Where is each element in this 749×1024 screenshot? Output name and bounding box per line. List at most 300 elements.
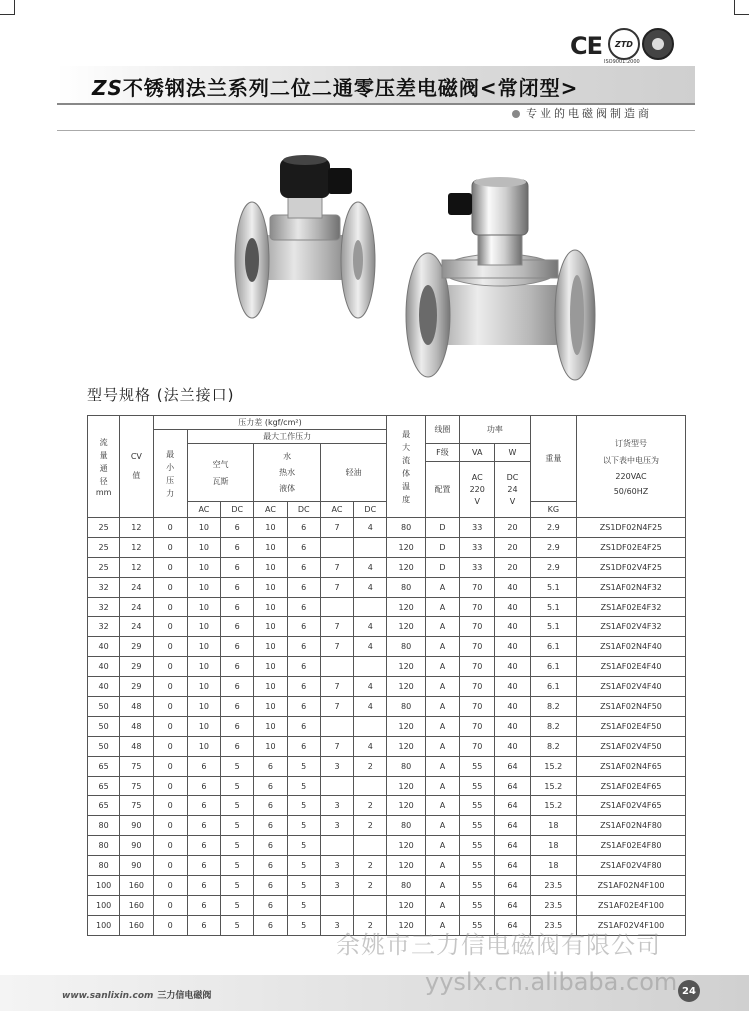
- table-cell: A: [425, 816, 459, 836]
- table-cell: 3: [320, 756, 353, 776]
- table-cell: A: [425, 756, 459, 776]
- table-cell: 3: [320, 915, 353, 935]
- table-row: [88, 756, 686, 776]
- table-cell: 5: [287, 856, 320, 876]
- footer: [62, 988, 211, 1001]
- table-cell: 6: [287, 677, 320, 697]
- table-cell: 0: [153, 657, 187, 677]
- table-row: [88, 537, 686, 557]
- table-cell: ZS1AF02V4F80: [577, 856, 686, 876]
- table-cell: 90: [120, 816, 153, 836]
- table-cell: 5: [221, 876, 254, 896]
- table-cell: A: [425, 856, 459, 876]
- table-cell: 10: [187, 577, 220, 597]
- table-cell: 64: [495, 796, 530, 816]
- table-cell: 6: [287, 697, 320, 717]
- table-cell: 40: [495, 677, 530, 697]
- table-cell: [320, 657, 353, 677]
- table-cell: A: [425, 915, 459, 935]
- table-cell: [320, 597, 353, 617]
- table-cell: 29: [120, 657, 153, 677]
- table-cell: 10: [187, 617, 220, 637]
- iso-cert-label: ISO9001:2000: [604, 59, 640, 65]
- table-cell: 6: [187, 895, 220, 915]
- table-cell: 65: [88, 796, 120, 816]
- table-cell: 2: [354, 796, 387, 816]
- table-cell: 80: [387, 697, 425, 717]
- table-cell: 0: [153, 597, 187, 617]
- title-text: 不锈钢法兰系列二位二通零压差电磁阀<常闭型>: [122, 76, 579, 100]
- quality-seal-icon: [642, 28, 674, 60]
- table-cell: 10: [254, 677, 287, 697]
- header-oil-ac: AC: [320, 502, 353, 518]
- table-cell: 64: [495, 776, 530, 796]
- table-cell: 5: [221, 915, 254, 935]
- table-cell: ZS1AF02E4F65: [577, 776, 686, 796]
- table-cell: [320, 716, 353, 736]
- table-cell: 10: [254, 577, 287, 597]
- table-cell: 50: [88, 716, 120, 736]
- header-max-working-pressure: 最大工作压力: [187, 430, 387, 444]
- table-cell: 90: [120, 856, 153, 876]
- table-cell: ZS1AF02E4F40: [577, 657, 686, 677]
- table-cell: 6: [287, 597, 320, 617]
- table-cell: 70: [460, 677, 495, 697]
- title-prefix: ZS: [92, 76, 123, 100]
- table-cell: 65: [88, 756, 120, 776]
- table-cell: 6: [221, 537, 254, 557]
- table-cell: 5: [221, 796, 254, 816]
- spec-table: [87, 415, 686, 936]
- table-cell: 70: [460, 617, 495, 637]
- table-row: [88, 836, 686, 856]
- table-cell: 10: [187, 597, 220, 617]
- table-cell: 0: [153, 697, 187, 717]
- header-flow-diameter: 流量通径 mm: [88, 416, 120, 518]
- table-cell: ZS1AF02V4F32: [577, 617, 686, 637]
- table-cell: 20: [495, 537, 530, 557]
- table-cell: 0: [153, 637, 187, 657]
- table-cell: [354, 537, 387, 557]
- table-row: [88, 876, 686, 896]
- table-cell: 7: [320, 557, 353, 577]
- table-cell: 23.5: [530, 895, 576, 915]
- table-cell: 10: [187, 736, 220, 756]
- table-row: [88, 816, 686, 836]
- table-cell: 120: [387, 657, 425, 677]
- table-cell: 5.1: [530, 597, 576, 617]
- table-cell: 5.1: [530, 577, 576, 597]
- table-cell: 5: [221, 776, 254, 796]
- table-cell: 0: [153, 617, 187, 637]
- footer-brand: 三力信电磁阀: [157, 991, 212, 1001]
- crop-mark-top-right: [734, 0, 749, 15]
- table-cell: ZS1AF02E4F32: [577, 597, 686, 617]
- header-air: 空气 瓦斯: [187, 444, 254, 502]
- table-cell: 3: [320, 876, 353, 896]
- table-cell: 0: [153, 756, 187, 776]
- tagline-text: 专业的电磁阀制造商: [526, 107, 652, 120]
- table-cell: 40: [495, 736, 530, 756]
- table-cell: 0: [153, 736, 187, 756]
- table-cell: 50: [88, 697, 120, 717]
- table-row: [88, 716, 686, 736]
- table-cell: 48: [120, 697, 153, 717]
- table-cell: ZS1AF02E4F50: [577, 716, 686, 736]
- table-cell: 70: [460, 657, 495, 677]
- table-cell: 8.2: [530, 736, 576, 756]
- table-cell: [354, 836, 387, 856]
- table-cell: A: [425, 577, 459, 597]
- table-cell: 120: [387, 856, 425, 876]
- table-cell: 6: [187, 915, 220, 935]
- table-cell: 5: [221, 816, 254, 836]
- table-cell: 5: [287, 756, 320, 776]
- table-cell: 10: [187, 716, 220, 736]
- table-cell: 6: [187, 876, 220, 896]
- table-cell: 15.2: [530, 776, 576, 796]
- table-row: [88, 637, 686, 657]
- table-row: [88, 856, 686, 876]
- table-cell: 90: [120, 836, 153, 856]
- table-cell: A: [425, 716, 459, 736]
- table-cell: 33: [460, 518, 495, 538]
- table-cell: 7: [320, 736, 353, 756]
- table-cell: 4: [354, 697, 387, 717]
- table-cell: 2: [354, 915, 387, 935]
- divider-line: [57, 130, 695, 131]
- table-cell: 15.2: [530, 796, 576, 816]
- table-cell: 10: [254, 697, 287, 717]
- table-cell: 6: [221, 677, 254, 697]
- table-cell: 40: [495, 617, 530, 637]
- table-row: [88, 677, 686, 697]
- header-w: W: [495, 444, 530, 462]
- table-cell: 8.2: [530, 697, 576, 717]
- table-cell: 5: [287, 836, 320, 856]
- table-cell: 55: [460, 796, 495, 816]
- table-cell: [320, 776, 353, 796]
- table-cell: 0: [153, 915, 187, 935]
- table-cell: 80: [387, 756, 425, 776]
- table-cell: 4: [354, 518, 387, 538]
- table-cell: 4: [354, 736, 387, 756]
- table-cell: 64: [495, 856, 530, 876]
- header-order-model: 订货型号 以下表中电压为 220VAC 50/60HZ: [577, 416, 686, 518]
- table-cell: 24: [120, 597, 153, 617]
- table-cell: 120: [387, 716, 425, 736]
- table-cell: 0: [153, 836, 187, 856]
- table-cell: 70: [460, 736, 495, 756]
- table-row: [88, 597, 686, 617]
- table-cell: 120: [387, 895, 425, 915]
- watermark-url: yyslx.cn.alibaba.com: [425, 968, 678, 996]
- table-cell: A: [425, 637, 459, 657]
- table-cell: 6: [254, 836, 287, 856]
- table-row: [88, 895, 686, 915]
- table-row: [88, 518, 686, 538]
- table-cell: 7: [320, 518, 353, 538]
- table-cell: 40: [495, 716, 530, 736]
- table-cell: 6: [221, 577, 254, 597]
- table-cell: 75: [120, 796, 153, 816]
- table-cell: 6: [221, 736, 254, 756]
- table-cell: 18: [530, 816, 576, 836]
- table-cell: 25: [88, 518, 120, 538]
- table-cell: 6: [221, 557, 254, 577]
- table-cell: 55: [460, 776, 495, 796]
- table-cell: 6: [187, 816, 220, 836]
- valve-product-image-large: [400, 175, 600, 390]
- table-cell: 0: [153, 776, 187, 796]
- table-cell: 55: [460, 895, 495, 915]
- table-cell: 6: [254, 796, 287, 816]
- table-cell: 12: [120, 537, 153, 557]
- table-cell: ZS1DF02E4F25: [577, 537, 686, 557]
- table-cell: 6: [187, 776, 220, 796]
- table-cell: 80: [387, 577, 425, 597]
- page-number: 24: [678, 980, 700, 1002]
- table-cell: 55: [460, 856, 495, 876]
- table-cell: 7: [320, 617, 353, 637]
- table-cell: 5.1: [530, 617, 576, 637]
- table-cell: 100: [88, 915, 120, 935]
- page-title: [92, 72, 578, 101]
- table-cell: ZS1AF02N4F65: [577, 756, 686, 776]
- header-oil-dc: DC: [354, 502, 387, 518]
- table-cell: 15.2: [530, 756, 576, 776]
- table-cell: 120: [387, 557, 425, 577]
- table-cell: 10: [254, 657, 287, 677]
- table-cell: 120: [387, 736, 425, 756]
- table-cell: 40: [495, 697, 530, 717]
- header-weight-unit: KG: [530, 502, 576, 518]
- table-cell: ZS1AF02N4F80: [577, 816, 686, 836]
- table-cell: 6: [254, 856, 287, 876]
- table-cell: 10: [187, 697, 220, 717]
- table-cell: 32: [88, 617, 120, 637]
- table-cell: 10: [254, 637, 287, 657]
- ce-mark: CE: [570, 32, 603, 60]
- table-cell: 64: [495, 756, 530, 776]
- header-water-dc: DC: [287, 502, 320, 518]
- table-cell: 6: [287, 637, 320, 657]
- table-cell: 64: [495, 895, 530, 915]
- table-cell: 75: [120, 776, 153, 796]
- table-cell: A: [425, 836, 459, 856]
- table-cell: 70: [460, 716, 495, 736]
- table-cell: A: [425, 677, 459, 697]
- header-water: 水 热水 液体: [254, 444, 321, 502]
- table-cell: ZS1DF02N4F25: [577, 518, 686, 538]
- table-cell: 4: [354, 577, 387, 597]
- table-cell: A: [425, 895, 459, 915]
- table-cell: 4: [354, 677, 387, 697]
- table-cell: 24: [120, 617, 153, 637]
- table-cell: 80: [88, 816, 120, 836]
- header-coil-class: F级: [425, 444, 459, 462]
- table-row: [88, 736, 686, 756]
- table-cell: [354, 716, 387, 736]
- table-cell: 2: [354, 876, 387, 896]
- table-row: [88, 796, 686, 816]
- table-cell: 120: [387, 617, 425, 637]
- table-cell: 0: [153, 677, 187, 697]
- table-cell: 0: [153, 557, 187, 577]
- tagline: [512, 105, 652, 121]
- table-cell: 20: [495, 518, 530, 538]
- table-cell: 6.1: [530, 677, 576, 697]
- table-cell: A: [425, 776, 459, 796]
- table-cell: 4: [354, 637, 387, 657]
- table-cell: 10: [254, 597, 287, 617]
- table-cell: 6: [287, 716, 320, 736]
- table-cell: ZS1AF02N4F40: [577, 637, 686, 657]
- table-cell: 6: [221, 716, 254, 736]
- table-cell: 5: [221, 856, 254, 876]
- table-cell: 80: [88, 856, 120, 876]
- table-cell: 64: [495, 876, 530, 896]
- table-cell: 160: [120, 915, 153, 935]
- valve-product-image-small: [230, 150, 380, 325]
- header-coil-config: 配置: [425, 462, 459, 518]
- table-cell: ZS1AF02N4F100: [577, 876, 686, 896]
- table-row: [88, 557, 686, 577]
- table-cell: A: [425, 617, 459, 637]
- table-cell: 18: [530, 856, 576, 876]
- table-cell: 2: [354, 816, 387, 836]
- table-cell: ZS1AF02E4F80: [577, 836, 686, 856]
- table-cell: 120: [387, 915, 425, 935]
- table-cell: 64: [495, 915, 530, 935]
- table-cell: A: [425, 796, 459, 816]
- footer-url: www.sanlixin.com: [62, 991, 154, 1001]
- table-cell: 32: [88, 597, 120, 617]
- table-row: [88, 776, 686, 796]
- table-cell: ZS1AF02V4F40: [577, 677, 686, 697]
- table-cell: 6: [221, 518, 254, 538]
- table-cell: 24: [120, 577, 153, 597]
- table-cell: 6: [287, 518, 320, 538]
- header-max-fluid-temp: 最大流体温度: [387, 416, 425, 518]
- table-cell: 6: [221, 597, 254, 617]
- table-cell: 7: [320, 637, 353, 657]
- table-cell: 0: [153, 716, 187, 736]
- table-cell: 5: [221, 836, 254, 856]
- table-cell: 4: [354, 617, 387, 637]
- table-cell: 4: [354, 557, 387, 577]
- table-cell: ZS1AF02E4F100: [577, 895, 686, 915]
- table-cell: 70: [460, 697, 495, 717]
- table-cell: 3: [320, 856, 353, 876]
- table-cell: 5: [287, 876, 320, 896]
- table-cell: 10: [187, 518, 220, 538]
- table-cell: 29: [120, 637, 153, 657]
- table-cell: 55: [460, 816, 495, 836]
- header-cv: CV 值: [120, 416, 153, 518]
- header-coil: 线圈: [425, 416, 459, 444]
- table-cell: 23.5: [530, 876, 576, 896]
- table-cell: 48: [120, 736, 153, 756]
- table-cell: 25: [88, 557, 120, 577]
- table-cell: ZS1AF02V4F50: [577, 736, 686, 756]
- table-cell: 7: [320, 577, 353, 597]
- table-cell: 6: [254, 876, 287, 896]
- table-cell: ZS1AF02V4F100: [577, 915, 686, 935]
- header-dc-voltage: DC 24 V: [495, 462, 530, 518]
- header-air-dc: DC: [221, 502, 254, 518]
- table-cell: 120: [387, 597, 425, 617]
- table-cell: 6.1: [530, 657, 576, 677]
- table-cell: 12: [120, 557, 153, 577]
- table-cell: 6: [287, 577, 320, 597]
- table-cell: 10: [254, 736, 287, 756]
- section-title: 型号规格 (法兰接口): [87, 386, 235, 404]
- table-cell: 10: [187, 657, 220, 677]
- table-cell: 10: [187, 537, 220, 557]
- table-cell: 64: [495, 816, 530, 836]
- table-cell: 40: [495, 657, 530, 677]
- table-cell: 55: [460, 915, 495, 935]
- table-cell: 80: [88, 836, 120, 856]
- table-cell: 6: [287, 657, 320, 677]
- table-cell: ZS1AF02N4F32: [577, 577, 686, 597]
- table-cell: 2: [354, 756, 387, 776]
- header-ac-voltage: AC 220 V: [460, 462, 495, 518]
- header-weight: 重量: [530, 416, 576, 502]
- table-cell: 80: [387, 518, 425, 538]
- header-air-ac: AC: [187, 502, 220, 518]
- table-cell: 80: [387, 637, 425, 657]
- table-cell: 12: [120, 518, 153, 538]
- table-row: [88, 697, 686, 717]
- table-cell: 6: [221, 697, 254, 717]
- table-cell: 40: [495, 637, 530, 657]
- bullet-dot-icon: [512, 110, 520, 118]
- table-row: [88, 617, 686, 637]
- header-min-pressure: 最小压力: [153, 430, 187, 518]
- table-cell: 5: [221, 895, 254, 915]
- table-cell: 5: [287, 915, 320, 935]
- table-cell: 33: [460, 537, 495, 557]
- table-cell: 50: [88, 736, 120, 756]
- table-cell: 120: [387, 796, 425, 816]
- watermark-company: 余姚市三力信电磁阀有限公司: [336, 931, 661, 959]
- table-cell: 29: [120, 677, 153, 697]
- table-cell: A: [425, 736, 459, 756]
- table-cell: 6: [287, 537, 320, 557]
- table-cell: A: [425, 657, 459, 677]
- table-cell: 20: [495, 557, 530, 577]
- header-light-oil: 轻油: [320, 444, 387, 502]
- table-cell: 120: [387, 677, 425, 697]
- table-cell: 40: [88, 677, 120, 697]
- table-cell: 7: [320, 677, 353, 697]
- table-cell: 2: [354, 856, 387, 876]
- table-cell: 40: [88, 657, 120, 677]
- table-cell: 6: [254, 915, 287, 935]
- table-cell: 0: [153, 518, 187, 538]
- table-cell: 40: [88, 637, 120, 657]
- table-cell: 80: [387, 816, 425, 836]
- table-cell: A: [425, 876, 459, 896]
- table-cell: [320, 537, 353, 557]
- table-cell: 10: [187, 557, 220, 577]
- table-cell: 120: [387, 537, 425, 557]
- table-row: [88, 657, 686, 677]
- table-cell: 6.1: [530, 637, 576, 657]
- table-cell: 120: [387, 776, 425, 796]
